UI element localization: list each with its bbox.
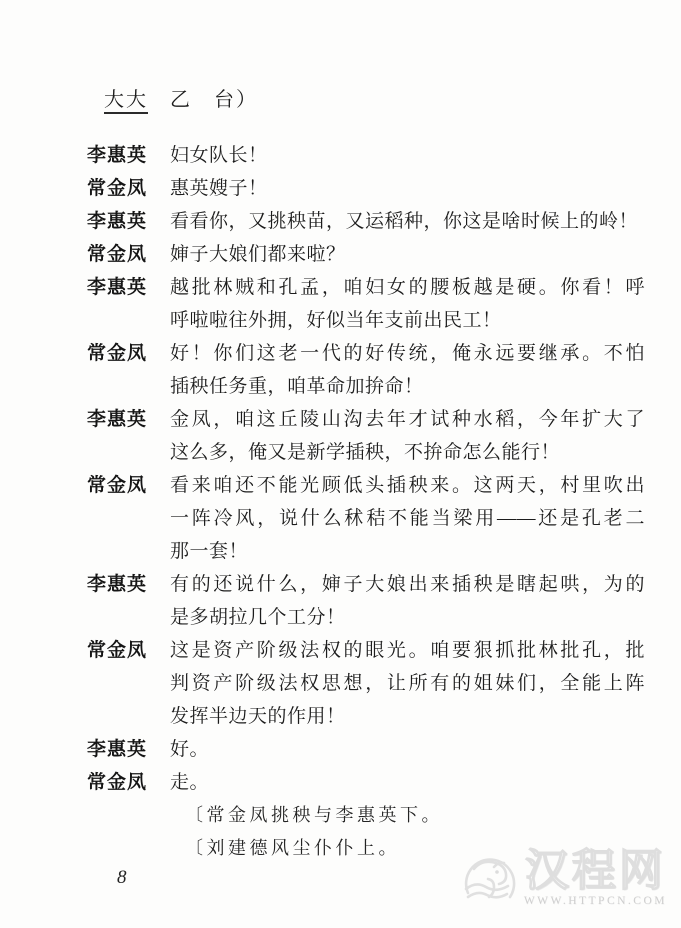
- speech-line: 插秧任务重，咱革命加拚命！: [170, 376, 424, 397]
- speech-line: 惠英嫂子！: [170, 178, 268, 199]
- speech-line: 呼啦啦往外拥，好似当年支前出民工！: [170, 310, 502, 331]
- speech-row: [87, 403, 645, 469]
- speech-line: 这是资产阶级法权的眼光。咱要狠抓批林批孔，批: [170, 640, 645, 661]
- header-underlined-text: 大大: [104, 89, 148, 114]
- speaker-name: 李惠英: [87, 145, 148, 166]
- speech-text: [170, 766, 645, 799]
- stage-direction-list: [87, 799, 645, 865]
- page-content: [87, 86, 645, 865]
- speaker-name: 常金凤: [87, 772, 148, 793]
- page-number: 8: [117, 867, 127, 888]
- speech-line: 发挥半边天的作用！: [170, 706, 346, 727]
- speech-row: [87, 634, 645, 733]
- speech-row: [87, 205, 645, 238]
- speech-text: [170, 172, 645, 205]
- speech-row: [87, 139, 645, 172]
- dialogue-list: [87, 139, 645, 799]
- speech-row: [87, 469, 645, 568]
- speech-line: 妇女队长！: [170, 145, 268, 166]
- speech-line: 是多胡拉几个工分！: [170, 607, 346, 628]
- speech-text: [170, 403, 645, 469]
- speaker-name: 常金凤: [87, 475, 148, 496]
- speaker-name: 李惠英: [87, 277, 148, 298]
- speech-line: 那一套！: [170, 541, 249, 562]
- speech-row: [87, 766, 645, 799]
- speaker-name: 李惠英: [87, 574, 148, 595]
- speech-row: [87, 172, 645, 205]
- speech-row: [87, 238, 645, 271]
- speaker-name: 常金凤: [87, 640, 148, 661]
- speech-line: 金凤，咱这丘陵山沟去年才试种水稻，今年扩大了: [170, 409, 645, 430]
- speech-text: [170, 337, 645, 403]
- speech-text: [170, 634, 645, 733]
- header-fragment: [104, 86, 645, 119]
- speaker-name: 李惠英: [87, 739, 148, 760]
- speech-line: 看来咱还不能光顾低头插秧来。这两天，村里吹出: [170, 475, 645, 496]
- speech-row: [87, 337, 645, 403]
- speech-line: 判资产阶级法权思想，让所有的姐妹们，全能上阵: [170, 673, 645, 694]
- speech-line: 一阵冷风，说什么秫秸不能当梁用——还是孔老二: [170, 508, 645, 529]
- speech-text: [170, 733, 645, 766]
- speech-line: 好！你们这老一代的好传统，俺永远要继承。不怕: [170, 343, 645, 364]
- speech-line: 婶子大娘们都来啦？: [170, 244, 346, 265]
- watermark-brand-text: 汉程网: [524, 846, 666, 895]
- speech-row: [87, 271, 645, 337]
- speech-text: [170, 205, 645, 238]
- speech-line: 越批林贼和孔孟，咱妇女的腰板越是硬。你看！呼: [170, 277, 645, 298]
- stage-direction: 〔常金凤挑秧与李惠英下。: [185, 805, 443, 825]
- speech-text: [170, 238, 645, 271]
- speaker-name: 李惠英: [87, 211, 148, 232]
- speaker-name: 常金凤: [87, 244, 148, 265]
- speech-text: [170, 271, 645, 337]
- speaker-name: 常金凤: [87, 178, 148, 199]
- speech-row: [87, 733, 645, 766]
- speech-line: 好。: [170, 739, 210, 760]
- speaker-name: 李惠英: [87, 409, 148, 430]
- speech-line: 这么多，俺又是新学插秧，不拚命怎么能行！: [170, 442, 561, 463]
- speech-row: [87, 568, 645, 634]
- speaker-name: 常金凤: [87, 343, 148, 364]
- speech-line: 看看你，又挑秧苗，又运稻种，你这是啥时候上的岭！: [170, 211, 639, 232]
- header-rest-text: 乙 台）: [148, 89, 258, 111]
- speech-line: 有的还说什么，婶子大娘出来插秧是瞎起哄，为的: [170, 574, 645, 595]
- watermark-url-text: WWW.HTTPCN.COM: [523, 895, 667, 907]
- stage-direction: 〔刘建德风尘仆仆上。: [185, 838, 400, 858]
- speech-text: [170, 469, 645, 568]
- speech-line: 走。: [170, 772, 210, 793]
- speech-text: [170, 568, 645, 634]
- speech-text: [170, 139, 645, 172]
